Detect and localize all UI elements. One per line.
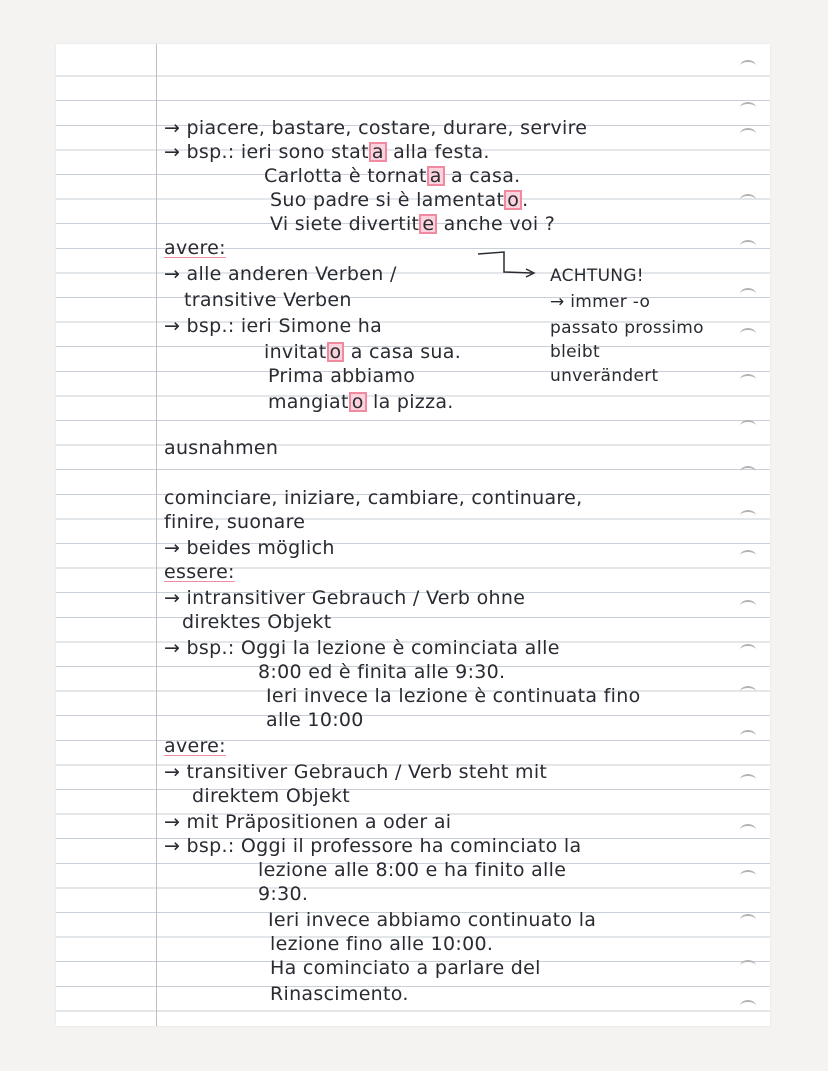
note-text: Carlotta è tornat bbox=[264, 165, 427, 187]
binder-hole bbox=[740, 644, 756, 656]
note-line: Ieri invece la lezione è continuata fino bbox=[266, 685, 641, 707]
binder-hole bbox=[740, 510, 756, 522]
binder-hole bbox=[740, 288, 756, 300]
binder-hole bbox=[740, 686, 756, 698]
note-line: Ha cominciato a parlare del bbox=[270, 957, 541, 979]
note-line: Prima abbiamo bbox=[268, 365, 416, 387]
note-line: → intransitiver Gebrauch / Verb ohne bbox=[164, 587, 526, 609]
binder-hole bbox=[740, 102, 756, 114]
binder-hole bbox=[740, 240, 756, 252]
binder-hole bbox=[740, 824, 756, 836]
note-text: a casa. bbox=[444, 165, 521, 187]
note-line: passato prossimo bbox=[550, 318, 704, 338]
binder-hole bbox=[740, 328, 756, 340]
note-line: cominciare, iniziare, cambiare, continuare, bbox=[164, 487, 583, 509]
note-line: unverändert bbox=[550, 366, 659, 386]
note-line: → bsp.: ieri Simone ha bbox=[164, 315, 383, 337]
note-line: Rinascimento. bbox=[270, 983, 409, 1005]
ending-highlight: e bbox=[419, 214, 437, 234]
binder-hole bbox=[740, 194, 756, 206]
note-text: . bbox=[522, 189, 529, 211]
section-heading-avere: avere: bbox=[164, 735, 226, 757]
binder-hole bbox=[740, 374, 756, 386]
binder-holes bbox=[726, 44, 756, 1026]
note-line bbox=[164, 140, 490, 164]
note-text: alla festa. bbox=[386, 141, 490, 163]
section-heading-essere: essere: bbox=[164, 561, 235, 583]
note-line: Ieri invece abbiamo continuato la bbox=[268, 909, 597, 931]
margin-line bbox=[156, 44, 157, 1026]
note-line: direktes Objekt bbox=[182, 611, 332, 633]
note-line: → bsp.: Oggi il professore ha cominciato la bbox=[164, 835, 582, 857]
note-line: direktem Objekt bbox=[192, 785, 351, 807]
binder-hole bbox=[740, 60, 756, 72]
binder-hole bbox=[740, 960, 756, 972]
note-text: Vi siete divertit bbox=[270, 213, 420, 235]
binder-hole bbox=[740, 730, 756, 742]
binder-hole bbox=[740, 550, 756, 562]
binder-hole bbox=[740, 1000, 756, 1012]
note-line: → beides möglich bbox=[164, 537, 335, 559]
note-line bbox=[264, 340, 461, 364]
binder-hole bbox=[740, 774, 756, 786]
note-text: anche voi ? bbox=[437, 213, 556, 235]
note-line: → piacere, bastare, costare, durare, servire bbox=[164, 117, 588, 139]
binder-hole bbox=[740, 128, 756, 140]
note-line: alle 10:00 bbox=[266, 709, 364, 731]
note-line: → mit Präpositionen a oder ai bbox=[164, 811, 452, 833]
note-line bbox=[270, 188, 529, 212]
note-line: lezione alle 8:00 e ha finito alle bbox=[258, 859, 567, 881]
note-text: la pizza. bbox=[366, 391, 454, 413]
note-line: transitive Verben bbox=[184, 289, 352, 311]
note-text: Suo padre si è lamentat bbox=[270, 189, 505, 211]
note-text: invitat bbox=[264, 341, 327, 363]
binder-hole bbox=[740, 870, 756, 882]
note-line: → alle anderen Verben / bbox=[164, 263, 397, 285]
ending-highlight: o bbox=[349, 392, 367, 412]
note-line: finire, suonare bbox=[164, 511, 306, 533]
note-line bbox=[264, 164, 520, 188]
section-heading-avere: avere: bbox=[164, 237, 226, 259]
ending-highlight: a bbox=[427, 166, 445, 186]
note-line bbox=[270, 212, 555, 236]
note-line: → bsp.: Oggi la lezione è cominciata alle bbox=[164, 637, 560, 659]
note-line: 9:30. bbox=[258, 883, 309, 905]
note-line: bleibt bbox=[550, 342, 600, 362]
note-line: 8:00 ed è finita alle 9:30. bbox=[258, 661, 506, 683]
note-text: → bsp.: ieri sono stat bbox=[164, 141, 369, 163]
notebook-page bbox=[56, 44, 770, 1026]
note-line: → immer -o bbox=[550, 292, 651, 312]
ending-highlight: a bbox=[369, 142, 387, 162]
binder-hole bbox=[740, 420, 756, 432]
section-heading-ausnahmen: ausnahmen bbox=[164, 437, 279, 459]
achtung-label: ACHTUNG! bbox=[550, 266, 644, 286]
binder-hole bbox=[740, 914, 756, 926]
note-line: → transitiver Gebrauch / Verb steht mit bbox=[164, 761, 548, 783]
binder-hole bbox=[740, 466, 756, 478]
note-line: lezione fino alle 10:00. bbox=[270, 933, 494, 955]
ending-highlight: o bbox=[327, 342, 345, 362]
ending-highlight: o bbox=[504, 190, 522, 210]
note-text: a casa sua. bbox=[344, 341, 462, 363]
note-line bbox=[268, 390, 454, 414]
binder-hole bbox=[740, 600, 756, 612]
note-text: mangiat bbox=[268, 391, 349, 413]
